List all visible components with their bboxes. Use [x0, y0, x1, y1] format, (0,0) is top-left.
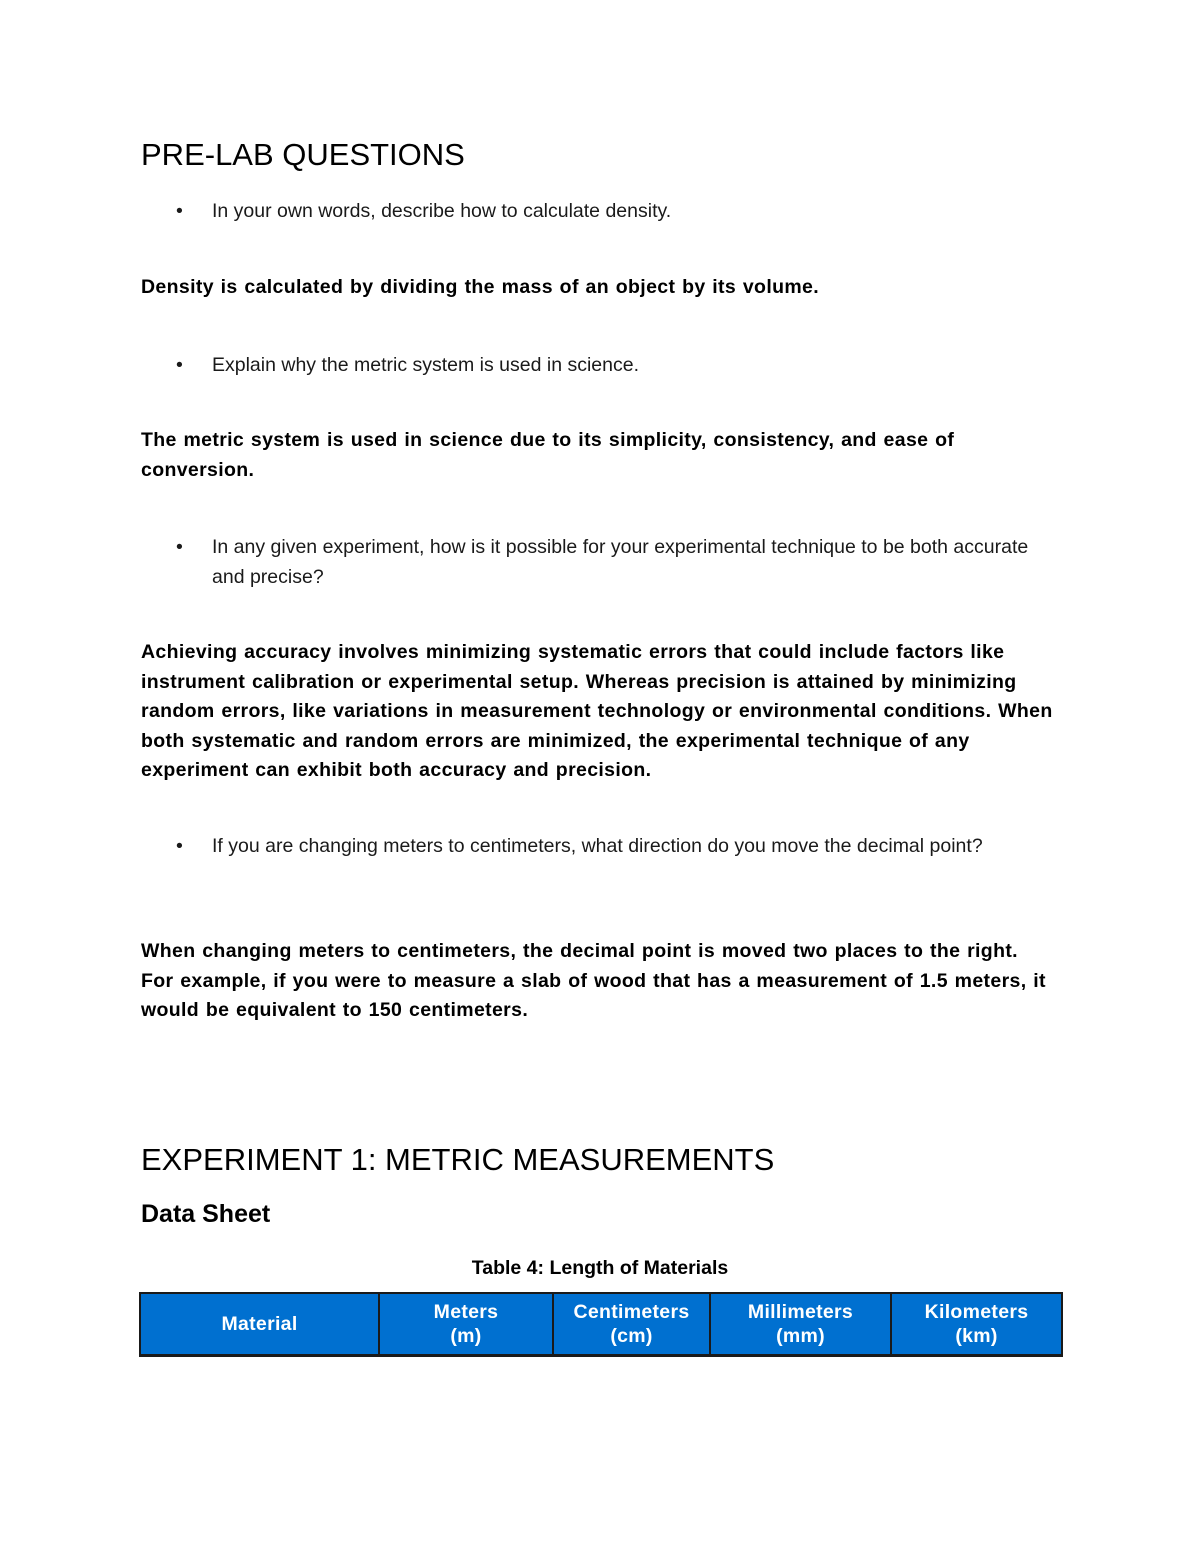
- answer-4: When changing meters to centimeters, the decimal point is moved two places to the right. For example, if you were to measure a slab of wood that has a measurement of 1.5 meters, it would be equivalent to 150 centimeters.: [141, 940, 1046, 1021]
- column-header-kilometers-label: Kilometers: [924, 1301, 1029, 1323]
- column-header-centimeters: [553, 1293, 710, 1356]
- column-header-centimeters-label: Centimeters: [573, 1301, 690, 1323]
- column-header-millimeters-label: Millimeters: [747, 1301, 854, 1323]
- question-3-text: In any given experiment, how is it possible for your experimental technique to be both accurate and precise?: [212, 536, 1029, 588]
- question-2-text: Explain why the metric system is used in science.: [212, 354, 640, 376]
- bullet-icon: •: [176, 354, 183, 376]
- column-header-meters: [379, 1293, 553, 1356]
- bullet-icon: •: [176, 200, 183, 222]
- length-of-materials-table: [139, 1292, 1063, 1357]
- answer-2: The metric system is used in science due to its simplicity, consistency, and ease of conversion.: [141, 429, 955, 481]
- answer-1: Density is calculated by dividing the mass of an object by its volume.: [141, 276, 819, 298]
- column-header-millimeters-unit: (mm): [776, 1325, 825, 1347]
- column-header-kilometers-unit: (km): [955, 1325, 998, 1347]
- column-header-material-label: Material: [221, 1313, 298, 1335]
- question-2: [176, 350, 1046, 380]
- bullet-icon: •: [176, 835, 183, 857]
- table-caption: Table 4: Length of Materials: [471, 1257, 729, 1279]
- column-header-kilometers: [891, 1293, 1062, 1356]
- question-3: [176, 532, 1046, 592]
- question-4: [176, 831, 1046, 861]
- question-1-text: In your own words, describe how to calculate density.: [212, 200, 672, 222]
- table-header-row: [140, 1293, 1062, 1356]
- column-header-millimeters: [710, 1293, 891, 1356]
- experiment-heading: EXPERIMENT 1: METRIC MEASUREMENTS: [141, 1142, 775, 1177]
- column-header-meters-unit: (m): [450, 1325, 482, 1347]
- data-sheet-subheading: Data Sheet: [141, 1200, 271, 1228]
- column-header-meters-label: Meters: [433, 1301, 499, 1323]
- prelab-heading: PRE-LAB QUESTIONS: [141, 137, 465, 172]
- column-header-material: [140, 1293, 379, 1356]
- column-header-centimeters-unit: (cm): [610, 1325, 653, 1347]
- answer-3: Achieving accuracy involves minimizing systematic errors that could include factors like instrument calibration or experimental setup. Whereas precision is attained by minimizing random errors, like variations in measurement technology or environmental conditions. When both systematic and random errors are minimized, the experimental technique of any experiment can exhibit both accuracy and precision.: [141, 641, 1053, 781]
- question-4-text: If you are changing meters to centimeters, what direction do you move the decimal point?: [212, 835, 983, 857]
- question-1: [176, 196, 1046, 226]
- bullet-icon: •: [176, 536, 183, 558]
